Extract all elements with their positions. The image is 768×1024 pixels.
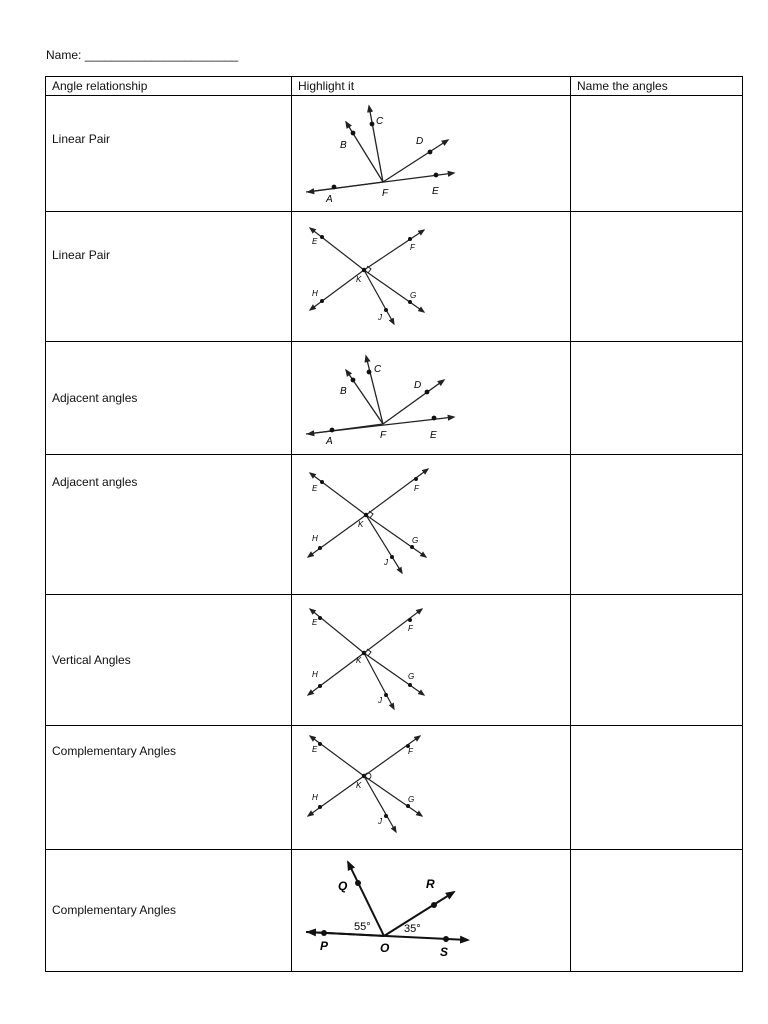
point-label-e: E (430, 430, 437, 442)
point-label-o: O (380, 940, 390, 955)
point-label-a: A (326, 436, 333, 448)
relationship-label: Adjacent angles (52, 475, 138, 490)
point-label-f: F (414, 484, 419, 494)
relationship-cell (46, 96, 292, 212)
point-label-d: D (416, 136, 424, 148)
point-label-j: J (384, 558, 388, 568)
relationship-label: Linear Pair (52, 132, 111, 147)
point-label-f: F (380, 430, 387, 442)
point-label-e: E (312, 744, 318, 754)
answer-cell[interactable] (571, 849, 743, 971)
point-label-p: P (320, 938, 329, 953)
point-label-j: J (378, 816, 382, 826)
figure-cell[interactable] (292, 455, 571, 594)
intersecting-lines-figure[interactable] (298, 728, 438, 846)
intersecting-lines-figure[interactable] (298, 216, 438, 336)
table-row (46, 212, 743, 342)
table-row (46, 455, 743, 594)
angle-label-55: 55° (354, 920, 371, 933)
name-field[interactable] (46, 48, 238, 62)
relationship-label: Linear Pair (52, 248, 111, 263)
relationship-cell (46, 725, 292, 849)
relationship-cell (46, 849, 292, 971)
relationship-cell (46, 212, 292, 342)
complementary-angles-figure[interactable] (296, 850, 496, 970)
point-label-j: J (378, 695, 382, 705)
point-label-g: G (412, 536, 419, 546)
point-label-a: A (326, 194, 333, 206)
intersecting-lines-figure[interactable] (298, 599, 438, 721)
table-row (46, 342, 743, 455)
answer-cell[interactable] (571, 594, 743, 725)
figure-cell[interactable] (292, 342, 571, 455)
relationship-cell (46, 594, 292, 725)
figure-cell[interactable] (292, 212, 571, 342)
linear-pair-figure[interactable] (296, 96, 476, 212)
intersecting-lines-figure[interactable] (298, 461, 438, 583)
point-label-b: B (340, 140, 347, 152)
angle-worksheet-table (45, 76, 743, 972)
point-label-e: E (312, 237, 318, 247)
table-header-row (46, 77, 743, 96)
relationship-cell (46, 455, 292, 594)
relationship-cell (46, 342, 292, 455)
answer-cell[interactable] (571, 96, 743, 212)
point-label-d: D (414, 380, 422, 392)
angle-label-35: 35° (404, 922, 421, 935)
point-label-h: H (312, 534, 318, 544)
header-name-the-angles: Name the angles (571, 77, 743, 96)
point-label-c: C (376, 116, 384, 128)
answer-cell[interactable] (571, 455, 743, 594)
point-label-e: E (312, 484, 318, 494)
table-row (46, 849, 743, 971)
figure-cell[interactable] (292, 725, 571, 849)
point-label-f: F (410, 243, 415, 253)
point-label-b: B (340, 386, 347, 398)
point-label-k: K (356, 780, 362, 790)
point-label-h: H (312, 289, 318, 299)
point-label-c: C (374, 364, 382, 376)
relationship-label: Complementary Angles (52, 903, 177, 918)
point-label-k: K (356, 275, 362, 285)
point-label-s: S (440, 944, 449, 959)
name-blank[interactable]: _______________________ (84, 48, 239, 62)
point-label-r: R (426, 876, 435, 891)
table-row (46, 594, 743, 725)
name-label: Name: (46, 48, 82, 62)
point-label-k: K (358, 520, 364, 530)
header-highlight-it: Highlight it (292, 77, 571, 96)
point-label-k: K (356, 655, 362, 665)
header-angle-relationship: Angle relationship (46, 77, 292, 96)
figure-cell[interactable] (292, 849, 571, 971)
point-label-g: G (408, 794, 415, 804)
point-label-h: H (312, 792, 318, 802)
point-label-e: E (432, 186, 439, 198)
linear-pair-figure[interactable] (296, 342, 476, 454)
table-row (46, 96, 743, 212)
point-label-g: G (410, 291, 417, 301)
relationship-label: Vertical Angles (52, 652, 131, 667)
answer-cell[interactable] (571, 212, 743, 342)
figure-cell[interactable] (292, 594, 571, 725)
point-label-q: Q (338, 878, 348, 893)
answer-cell[interactable] (571, 725, 743, 849)
point-label-h: H (312, 669, 318, 679)
table-row (46, 725, 743, 849)
point-label-g: G (408, 671, 415, 681)
point-label-f: F (408, 623, 413, 633)
point-label-f: F (382, 188, 389, 200)
relationship-label: Adjacent angles (52, 391, 138, 406)
answer-cell[interactable] (571, 342, 743, 455)
point-label-e: E (312, 617, 318, 627)
point-label-j: J (378, 313, 382, 323)
figure-cell[interactable] (292, 96, 571, 212)
relationship-label: Complementary Angles (52, 743, 177, 758)
point-label-f: F (408, 746, 413, 756)
